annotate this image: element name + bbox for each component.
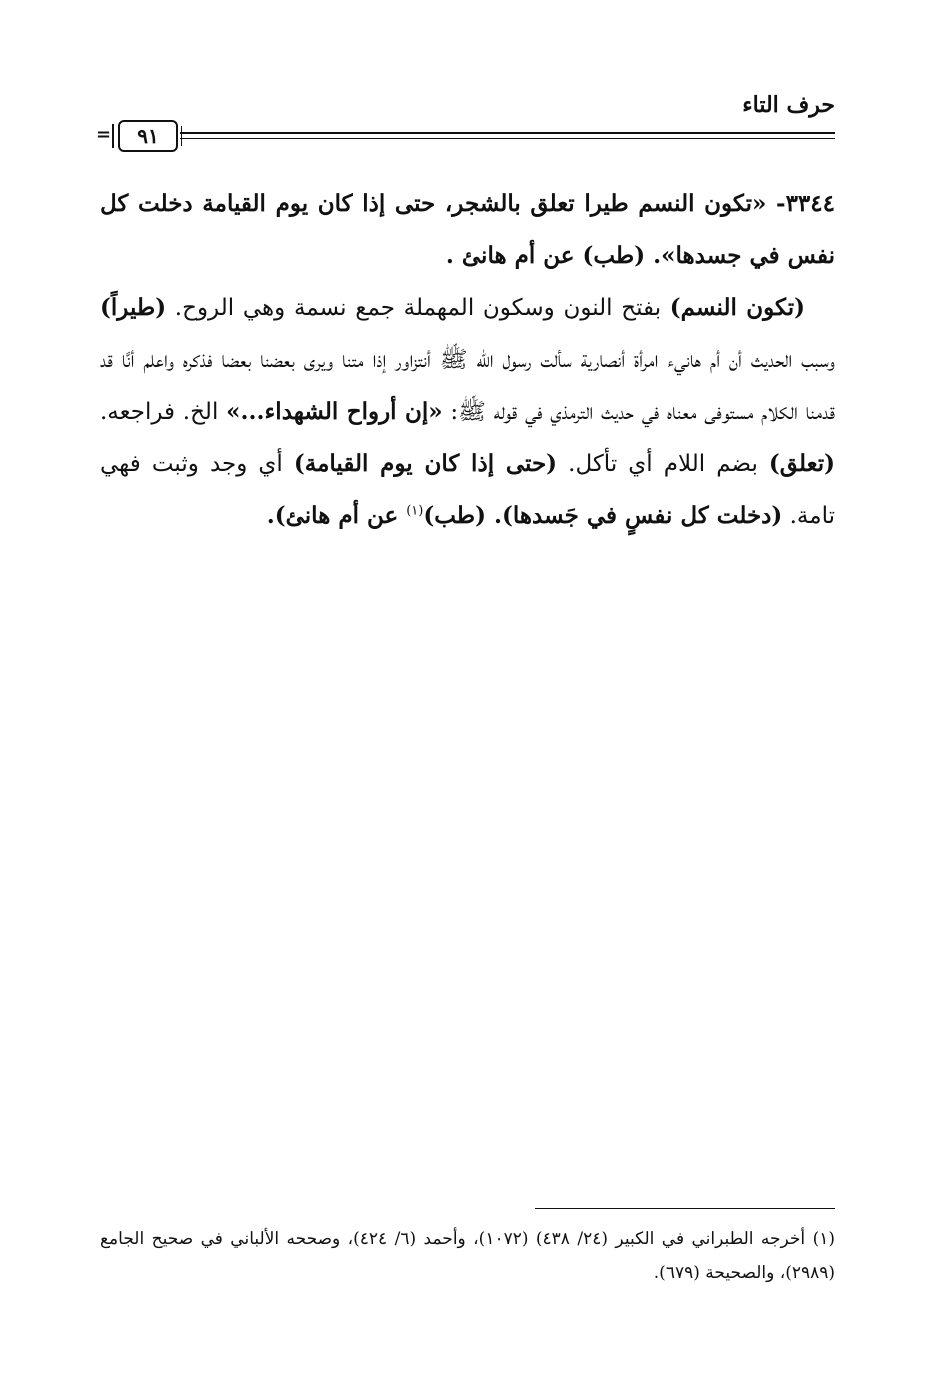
commentary-source: عن أم هانئ). — [266, 502, 407, 529]
commentary-text: بضم اللام أي تأكل. — [557, 451, 769, 477]
commentary-text: بفتح النون وسكون المهملة جمع نسمة وهي الروح. — [166, 295, 670, 321]
header-corner-mark: = — [96, 124, 112, 145]
hadith-entry: ٣٣٤٤- «تكون النسم طيرا تعلق بالشجر، حتى إذا كان يوم القيامة دخلت كل نفس في جسدها». (طب) عن أم هانئ . — [100, 190, 835, 269]
commentary-term: (حتى إذا كان يوم القيامة) — [293, 450, 558, 477]
main-text — [100, 178, 835, 542]
footnotes — [100, 1222, 835, 1290]
commentary-source: . (طب) — [423, 502, 503, 529]
commentary-paragraph — [100, 282, 835, 542]
commentary-term: (طيراً) — [100, 294, 167, 321]
commentary-term: (تعلق) — [768, 450, 835, 477]
header-rule-double — [180, 138, 835, 139]
footnote: (١) أخرجه الطبراني في الكبير (٢٤/ ٤٣٨) (١٠٧٢)، وأحمد (٦/ ٤٢٤)، وصححه الألباني في صحيح الجامع (٢٩٨٩)، والصحيحة (٦٧٩). — [100, 1229, 835, 1283]
commentary-term: (تكون النسم) — [669, 294, 805, 321]
commentary-text: وسبب الحديث أن أم هانيء امرأة أنصارية سألت رسول الله ﷺ أنتزاور إذا متنا ويرى بعضنا بعضا فذكره واعلم أنَّا قد قدمنا الكلام مستوفى معناه في حديث الترمذي في قوله ﷺ: — [100, 347, 835, 425]
commentary-quote: «إن أرواح الشهداء...» — [226, 398, 443, 425]
commentary-text: أي وجد وثبت فهي تامة. — [100, 451, 835, 529]
chapter-title: حرف التاء — [742, 92, 835, 118]
footnote-ref: (١) — [406, 503, 424, 519]
commentary-text: الخ. فراجعه. — [100, 399, 227, 425]
page-number: ٩١ — [118, 120, 178, 152]
footnote-separator — [535, 1208, 835, 1209]
header-rule — [180, 132, 835, 134]
commentary-term: (دخلت كل نفسٍ في جَسدها) — [502, 502, 783, 529]
